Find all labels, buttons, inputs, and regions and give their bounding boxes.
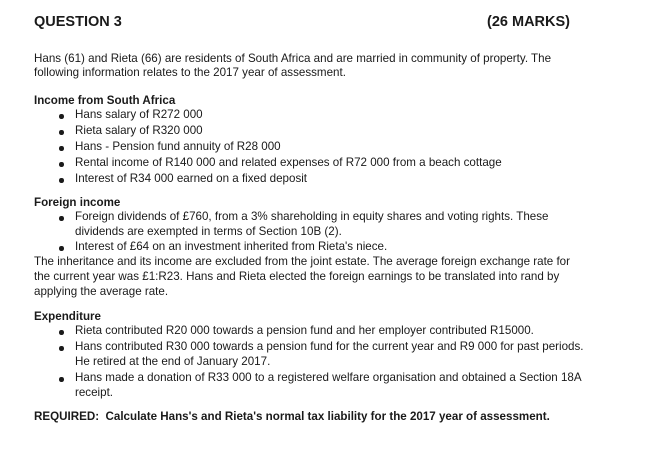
expenditure-heading: Expenditure — [34, 310, 101, 323]
expenditure-item-1: Rieta contributed R20 000 towards a pension fund and her employer contributed R15000. — [75, 324, 534, 337]
question-marks: (26 MARKS) — [487, 14, 570, 30]
foreign-para-line-3: applying the average rate. — [34, 285, 169, 298]
bullet-icon — [59, 178, 64, 183]
bullet-icon — [59, 114, 64, 119]
expenditure-item-2-line-1: Hans contributed R30 000 towards a pension fund for the current year and R9 000 for past periods. — [75, 340, 584, 353]
income-sa-item: Hans salary of R272 000 — [75, 108, 203, 121]
foreign-item-1-line-1: Foreign dividends of £760, from a 3% shareholding in equity shares and voting rights. These — [75, 210, 549, 223]
bullet-icon — [59, 330, 64, 335]
question-title: QUESTION 3 — [34, 14, 122, 30]
bullet-icon — [59, 346, 64, 351]
bullet-icon — [59, 130, 64, 135]
expenditure-item-3-line-2: receipt. — [75, 386, 114, 399]
income-sa-item: Rental income of R140 000 and related expenses of R72 000 from a beach cottage — [75, 156, 502, 169]
foreign-item-2: Interest of £64 on an investment inherited from Rieta's niece. — [75, 240, 388, 253]
bullet-icon — [59, 246, 64, 251]
foreign-para-line-1: The inheritance and its income are excluded from the joint estate. The average foreign exchange rate for — [34, 255, 570, 268]
expenditure-item-3-line-1: Hans made a donation of R33 000 to a registered welfare organisation and obtained a Section 18A — [75, 371, 582, 384]
bullet-icon — [59, 377, 64, 382]
expenditure-item-2-line-2: He retired at the end of January 2017. — [75, 355, 271, 368]
bullet-icon — [59, 146, 64, 151]
foreign-para-line-2: the current year was £1:R23. Hans and Rieta elected the foreign earnings to be translated into rand by — [34, 270, 560, 283]
required-statement: REQUIRED: Calculate Hans's and Rieta's normal tax liability for the 2017 year of assessment. — [34, 410, 550, 423]
foreign-item-1-line-2: dividends are exempted in terms of Section 10B (2). — [75, 225, 342, 238]
intro-line-2: following information relates to the 2017 year of assessment. — [34, 66, 346, 79]
income-sa-item: Interest of R34 000 earned on a fixed deposit — [75, 172, 308, 185]
bullet-icon — [59, 162, 64, 167]
income-sa-item: Rieta salary of R320 000 — [75, 124, 203, 137]
foreign-heading: Foreign income — [34, 196, 121, 209]
bullet-icon — [59, 216, 64, 221]
intro-line-1: Hans (61) and Rieta (66) are residents of South Africa and are married in community of property. The — [34, 52, 552, 65]
income-sa-heading: Income from South Africa — [34, 94, 176, 107]
income-sa-item: Hans - Pension fund annuity of R28 000 — [75, 140, 281, 153]
